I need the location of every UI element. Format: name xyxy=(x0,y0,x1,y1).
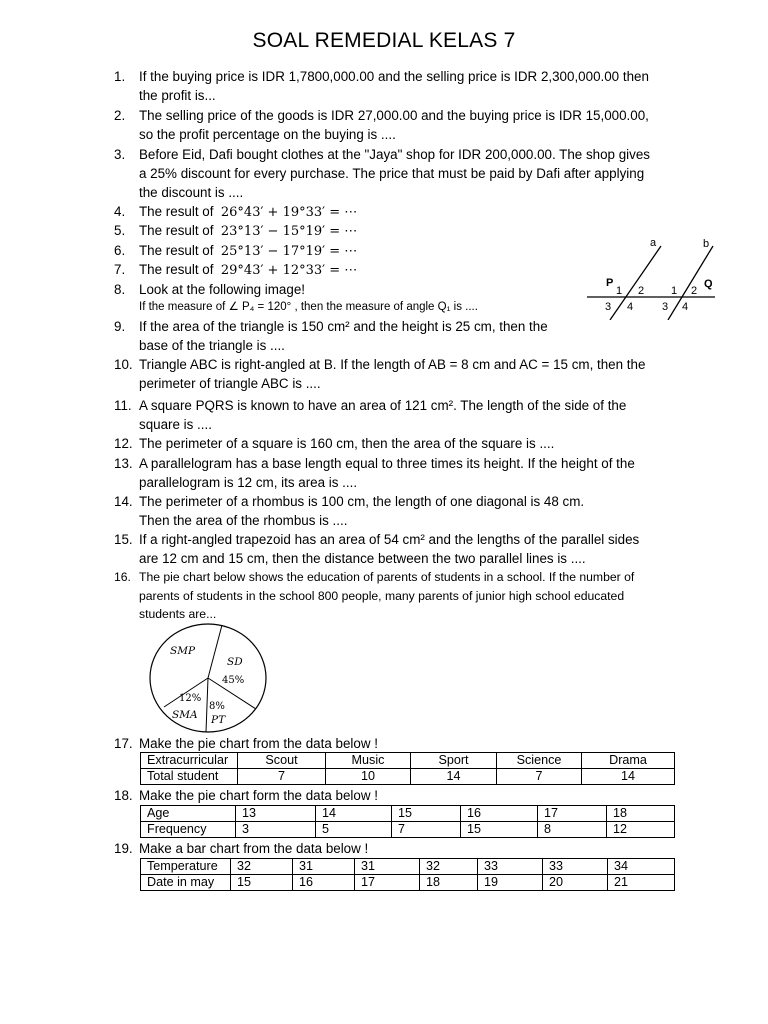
angle-q2: 2 xyxy=(691,285,698,297)
question-number: 18. xyxy=(114,788,133,803)
question-12 xyxy=(114,434,680,453)
question-14 xyxy=(114,492,680,530)
question-number: 16. xyxy=(114,570,131,584)
question-text: A square PQRS is known to have an area of 121 cm². The length of the side of the xyxy=(139,398,627,413)
table-cell: 32 xyxy=(231,859,293,875)
question-text: The result of xyxy=(139,204,214,219)
question-text: Make the pie chart form the data below ! xyxy=(139,788,378,803)
table-row xyxy=(141,822,675,838)
question-number: 5. xyxy=(114,223,126,238)
table-cell: 16 xyxy=(461,806,538,822)
table-cell: 13 xyxy=(236,806,316,822)
question-2 xyxy=(114,106,680,144)
angle-q3: 3 xyxy=(662,301,669,313)
question-text: The result of xyxy=(139,262,214,277)
table-cell: Frequency xyxy=(141,822,236,838)
table-row xyxy=(141,859,675,875)
question-text: The perimeter of a rhombus is 100 cm, the length of one diagonal is 48 cm. xyxy=(139,494,585,509)
table-cell: Temperature xyxy=(141,859,231,875)
question-9 xyxy=(114,317,680,355)
angle-q4: 4 xyxy=(682,301,689,313)
table-row xyxy=(141,806,675,822)
table-cell: 17 xyxy=(538,806,607,822)
label-b: b xyxy=(703,238,710,250)
angle-p2: 2 xyxy=(638,285,645,297)
question-13 xyxy=(114,454,680,492)
table-cell: 14 xyxy=(411,769,497,785)
label-q: Q xyxy=(704,278,713,290)
math-expression: 23°13′ − 15°19′ = ⋯ xyxy=(220,224,358,239)
table-row xyxy=(141,753,675,769)
question-text: square is .... xyxy=(139,417,212,432)
question-text: The result of xyxy=(139,243,214,258)
table-cell: Science xyxy=(497,753,582,769)
parallel-lines-figure xyxy=(585,234,725,320)
question-18 xyxy=(114,786,680,805)
slice-pct-pt: 8% xyxy=(209,701,225,712)
label-p: P xyxy=(606,277,614,289)
question-text: Look at the following image! xyxy=(139,282,305,297)
slice-pct-sma: 12% xyxy=(179,693,202,704)
table-cell: 7 xyxy=(238,769,326,785)
question-number: 14. xyxy=(114,494,133,509)
question-3 xyxy=(114,145,680,202)
question-text: Make a bar chart from the data below ! xyxy=(139,841,369,856)
education-pie-chart xyxy=(148,622,272,734)
table-cell: 31 xyxy=(293,859,355,875)
slice-label-smp: SMP xyxy=(170,645,196,657)
question-number: 2. xyxy=(114,108,126,123)
slice-label-sd: SD xyxy=(227,656,243,668)
angle-q1: 1 xyxy=(671,285,678,297)
question-15 xyxy=(114,530,680,568)
table-cell: 12 xyxy=(607,822,675,838)
question-17 xyxy=(114,734,680,753)
question-number: 10. xyxy=(114,357,133,372)
question-number: 13. xyxy=(114,456,133,471)
line-a xyxy=(610,246,661,320)
question-number: 19. xyxy=(114,841,133,856)
table-cell: 15 xyxy=(461,822,538,838)
label-a: a xyxy=(650,237,657,249)
table-cell: 14 xyxy=(316,806,392,822)
question-text: so the profit percentage on the buying is .... xyxy=(139,127,396,142)
table-cell: 18 xyxy=(607,806,675,822)
table-cell: 33 xyxy=(478,859,543,875)
table-cell: Date in may xyxy=(141,875,231,891)
question-1 xyxy=(114,67,680,105)
question-text: Before Eid, Dafi bought clothes at the "Jaya" shop for IDR 200,000.00. The shop gives xyxy=(139,147,650,162)
question-number: 7. xyxy=(114,262,126,277)
question-text: Triangle ABC is right-angled at B. If the length of AB = 8 cm and AC = 15 cm, then the xyxy=(139,357,646,372)
question-text: students are... xyxy=(139,607,217,621)
table-cell: 15 xyxy=(231,875,293,891)
question-10 xyxy=(114,355,680,393)
question-16 xyxy=(114,568,680,624)
table-cell: 8 xyxy=(538,822,607,838)
angle-p3: 3 xyxy=(605,301,612,313)
question-text: The selling price of the goods is IDR 27,000.00 and the buying price is IDR 15,000.00, xyxy=(139,108,649,123)
table-cell: 10 xyxy=(326,769,411,785)
table-cell: 19 xyxy=(478,875,543,891)
table-age-frequency xyxy=(140,805,675,838)
table-cell: 31 xyxy=(355,859,420,875)
table-cell: Music xyxy=(326,753,411,769)
question-text: parallelogram is 12 cm, its area is .... xyxy=(139,475,358,490)
question-number: 15. xyxy=(114,532,133,547)
question-text: are 12 cm and 15 cm, then the distance between the two parallel lines is .... xyxy=(139,551,586,566)
question-text: If the area of the triangle is 150 cm² and the height is 25 cm, then the xyxy=(139,319,548,334)
table-cell: 18 xyxy=(420,875,478,891)
question-text: The pie chart below shows the education of parents of students in a school. If the number of xyxy=(139,570,635,584)
question-subtext: If the measure of ∠ P₄ = 120° , then the measure of angle Q₁ is .... xyxy=(139,301,478,313)
slice-label-pt: PT xyxy=(211,714,226,726)
question-19 xyxy=(114,839,680,858)
question-text: the profit is... xyxy=(139,88,216,103)
table-cell: 17 xyxy=(355,875,420,891)
question-text: The result of xyxy=(139,223,214,238)
table-row xyxy=(141,769,675,785)
table-cell: 15 xyxy=(392,806,461,822)
table-cell: Extracurricular xyxy=(141,753,238,769)
table-row xyxy=(141,875,675,891)
angle-p4: 4 xyxy=(627,301,634,313)
slice-label-sma: SMA xyxy=(172,709,198,721)
table-cell: 32 xyxy=(420,859,478,875)
page-title: SOAL REMEDIAL KELAS 7 xyxy=(252,29,516,52)
question-number: 9. xyxy=(114,319,126,334)
table-cell: 3 xyxy=(236,822,316,838)
question-number: 1. xyxy=(114,69,126,84)
question-number: 17. xyxy=(114,736,133,751)
angle-p1: 1 xyxy=(616,285,623,297)
question-text: The perimeter of a square is 160 cm, then the area of the square is .... xyxy=(139,436,555,451)
question-text: If the buying price is IDR 1,7800,000.00 and the selling price is IDR 2,300,000.00 then xyxy=(139,69,649,84)
question-number: 6. xyxy=(114,243,126,258)
table-cell: 7 xyxy=(392,822,461,838)
math-expression: 25°13′ − 17°19′ = ⋯ xyxy=(220,244,358,259)
table-cell: 16 xyxy=(293,875,355,891)
table-extracurricular xyxy=(140,752,675,785)
question-text: parents of students in the school 800 people, many parents of junior high school educated xyxy=(139,588,625,603)
question-11 xyxy=(114,396,680,434)
table-cell: 20 xyxy=(543,875,608,891)
question-number: 12. xyxy=(114,436,133,451)
math-expression: 29°43′ + 12°33′ = ⋯ xyxy=(220,263,358,278)
question-text: base of the triangle is .... xyxy=(139,338,285,353)
question-text: A parallelogram has a base length equal to three times its height. If the height of the xyxy=(139,456,635,471)
question-number: 11. xyxy=(114,398,132,413)
slice-pct-sd: 45% xyxy=(222,675,245,686)
question-number: 4. xyxy=(114,204,126,219)
table-cell: Total student xyxy=(141,769,238,785)
math-expression: 26°43′ + 19°33′ = ⋯ xyxy=(220,205,358,220)
question-number: 8. xyxy=(114,282,126,297)
question-text: the discount is .... xyxy=(139,185,244,200)
table-cell: 14 xyxy=(582,769,675,785)
table-cell: 34 xyxy=(608,859,675,875)
question-number: 3. xyxy=(114,147,126,162)
table-cell: 33 xyxy=(543,859,608,875)
table-cell: Scout xyxy=(238,753,326,769)
question-text: Make the pie chart from the data below ! xyxy=(139,736,378,751)
table-cell: 7 xyxy=(497,769,582,785)
question-text: perimeter of triangle ABC is .... xyxy=(139,376,321,391)
table-cell: 5 xyxy=(316,822,392,838)
question-text: a 25% discount for every purchase. The price that must be paid by Dafi after applying xyxy=(139,166,645,181)
table-cell: Sport xyxy=(411,753,497,769)
table-cell: 21 xyxy=(608,875,675,891)
table-temperature xyxy=(140,858,675,891)
table-cell: Drama xyxy=(582,753,675,769)
question-4 xyxy=(114,202,680,222)
question-text: Then the area of the rhombus is .... xyxy=(139,513,348,528)
question-text: If a right-angled trapezoid has an area of 54 cm² and the lengths of the parallel sides xyxy=(139,532,640,547)
table-cell: Age xyxy=(141,806,236,822)
